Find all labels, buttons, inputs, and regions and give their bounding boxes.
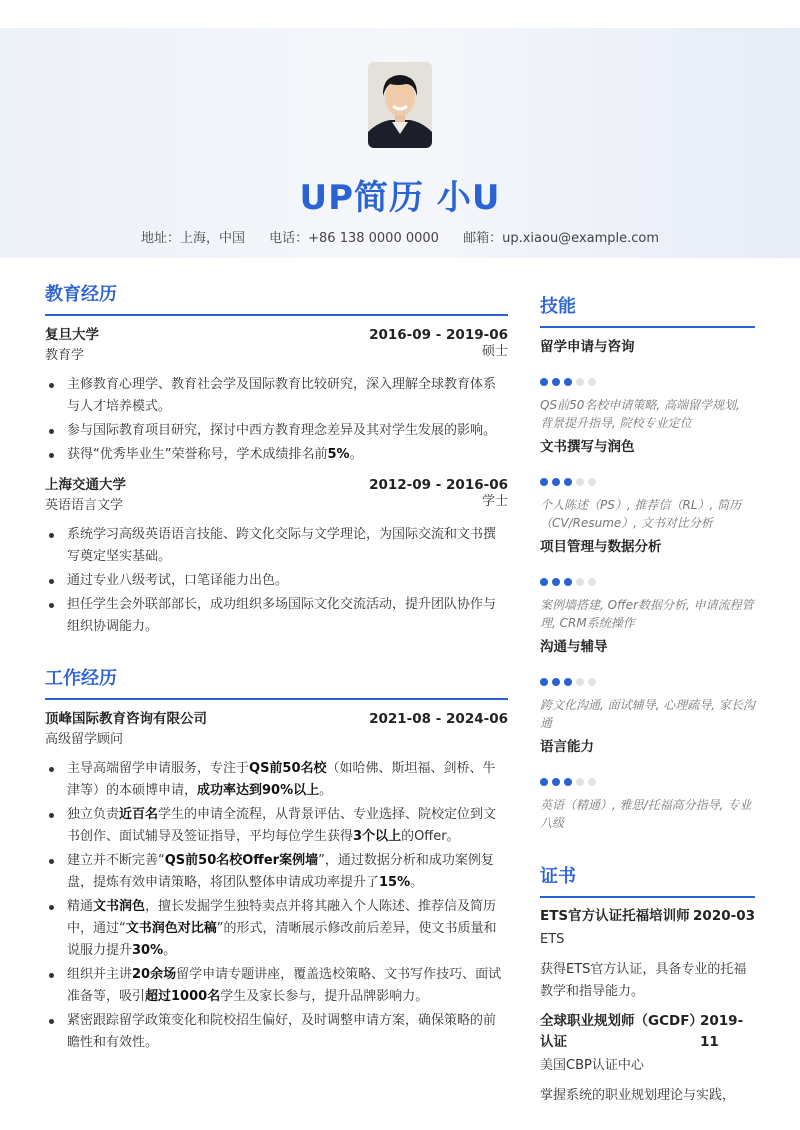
- bullet-item: [45, 374, 508, 418]
- entry-date: 2016-09 - 2019-06: [369, 327, 508, 343]
- cert-header: [540, 1011, 755, 1053]
- skill-description: 案例墙搭建, Offer数据分析, 申请流程管理, CRM系统操作: [540, 598, 754, 630]
- level-dot-empty: [576, 478, 584, 486]
- phone-label: 电话：: [269, 231, 309, 246]
- education-list: [45, 324, 508, 638]
- level-dot-filled: [564, 678, 572, 686]
- cert-date: 2019-11: [700, 1013, 744, 1050]
- bullet-text: 学生的申请全流程，从背景评估、专业选择、院校定位到文书创作、面试辅导及签证指导，平均每位学生获得: [67, 807, 497, 844]
- entry-subheader: [45, 730, 508, 750]
- bullet-text: 留学申请专题讲座，覆盖选校策略、文书写作技巧、面试准备等，吸引: [67, 967, 502, 1004]
- level-dot-empty: [588, 478, 596, 486]
- contact-phone: [269, 231, 439, 246]
- bullet-highlight: 超过1000名: [145, 989, 221, 1004]
- bullet-text: 系统学习高级英语语言技能、跨文化交际与文学理论，为国际交流和文书撰写奠定坚实基础。: [67, 527, 497, 564]
- bullet-text: 通过专业八级考试，口笔译能力出色。: [67, 573, 289, 588]
- bullet-item: [45, 1010, 508, 1054]
- level-dot-empty: [576, 378, 584, 386]
- candidate-name: UP简历 小U: [299, 178, 501, 218]
- phone-value: +86 138 0000 0000: [308, 231, 439, 246]
- level-dot-filled: [552, 578, 560, 586]
- bullet-highlight: QS前50名校Offer案例墙: [164, 853, 319, 868]
- level-dot-empty: [576, 678, 584, 686]
- cert-description: 掌握系统的职业规划理论与实践，: [540, 1088, 736, 1103]
- bullet-text: 。: [319, 783, 333, 798]
- level-dot-empty: [588, 378, 596, 386]
- entry-subheader: [45, 346, 508, 366]
- bullet-text: 。: [349, 447, 363, 462]
- entry-subheader: [45, 496, 508, 516]
- cert-issuer: 美国CBP认证中心: [540, 1058, 644, 1073]
- level-dot-filled: [540, 478, 548, 486]
- bullet-item: [45, 964, 508, 1008]
- bullet-item: [45, 804, 508, 848]
- level-dot-empty: [576, 578, 584, 586]
- main-column: [45, 280, 508, 1062]
- level-dot-filled: [552, 378, 560, 386]
- degree: 硕士: [481, 344, 508, 359]
- bullet-text: 获得“优秀毕业生”荣誉称号，学术成绩排名前: [67, 447, 328, 462]
- bullet-highlight: QS前50名校: [249, 761, 327, 776]
- bullet-item: [45, 896, 508, 962]
- bullet-highlight: 文书润色对比稿: [125, 921, 217, 936]
- skill-item: [540, 636, 755, 732]
- bullet-item: [45, 758, 508, 802]
- level-dot-empty: [576, 778, 584, 786]
- skills-list: [540, 336, 755, 832]
- bullet-item: [45, 524, 508, 568]
- entry-header: [45, 474, 508, 496]
- certs-section: [540, 862, 755, 1107]
- bullet-highlight: 20余场: [132, 967, 177, 982]
- cert-name: ETS官方认证托福培训师: [540, 908, 690, 924]
- cert-description: 获得ETS官方认证，具备专业的托福教学和指导能力。: [540, 962, 747, 999]
- bullet-highlight: 近百名: [119, 807, 159, 822]
- school-name: 上海交通大学: [45, 477, 126, 493]
- work-section: [45, 664, 508, 1054]
- cert-name: 全球职业规划师（GCDF）认证: [540, 1013, 697, 1050]
- skill-level-dots: [540, 578, 755, 586]
- cert-header: [540, 906, 755, 927]
- bullet-text: 的Offer。: [401, 829, 460, 844]
- bullet-text: 独立负责: [67, 807, 120, 822]
- bullet-list: [45, 524, 508, 638]
- skills-title: 技能: [540, 292, 755, 328]
- bullet-text: 学生及家长参与，提升品牌影响力。: [220, 989, 429, 1004]
- level-dot-filled: [564, 778, 572, 786]
- major-name: 教育学: [45, 348, 85, 363]
- work-title: 工作经历: [45, 664, 508, 700]
- skill-level-dots: [540, 378, 755, 386]
- cert-item: [540, 1011, 755, 1107]
- major-name: 英语语言文学: [45, 498, 124, 513]
- cert-item: [540, 906, 755, 1003]
- level-dot-filled: [552, 678, 560, 686]
- degree: 学士: [481, 494, 508, 509]
- bullet-text: （如哈佛、斯坦福、剑桥、牛津等）的本硕博申请，: [67, 761, 496, 798]
- bullet-highlight: 成功率达到90%以上: [197, 783, 320, 798]
- bullet-highlight: 30%: [132, 943, 164, 958]
- skill-name: 留学申请与咨询: [540, 339, 635, 355]
- level-dot-filled: [564, 478, 572, 486]
- avatar: [368, 62, 432, 148]
- work-list: [45, 708, 508, 1054]
- bullet-item: [45, 570, 508, 592]
- bullet-text: 组织并主讲: [67, 967, 133, 982]
- bullet-highlight: 3个以上: [353, 829, 402, 844]
- entry-date: 2021-08 - 2024-06: [369, 711, 508, 727]
- bullet-text: ”，通过数据分析和成功案例复盘，提炼有效申请策略，将团队整体申请成功率提升了: [67, 853, 494, 890]
- education-title: 教育经历: [45, 280, 508, 316]
- skill-level-dots: [540, 678, 755, 686]
- entry-header: [45, 324, 508, 346]
- level-dot-empty: [588, 678, 596, 686]
- bullet-text: 参与国际教育项目研究，探讨中西方教育理念差异及其对学生发展的影响。: [67, 423, 497, 438]
- skill-name: 沟通与辅导: [540, 639, 608, 655]
- contact-email: [463, 231, 659, 246]
- skill-description: QS前50名校申请策略, 高端留学规划, 背景提升指导, 院校专业定位: [540, 398, 740, 430]
- bullet-text: 。: [163, 943, 177, 958]
- level-dot-empty: [588, 778, 596, 786]
- bullet-text: 主导高端留学申请服务，专注于: [67, 761, 250, 776]
- bullet-text: 主修教育心理学、教育社会学及国际教育比较研究，深入理解全球教育体系与人才培养模式。: [67, 377, 497, 414]
- cert-issuer: ETS: [540, 932, 565, 947]
- resume-header: [0, 28, 800, 258]
- skill-description: 跨文化沟通, 面试辅导, 心理疏导, 家长沟通: [540, 698, 755, 730]
- skill-level-dots: [540, 778, 755, 786]
- entry-header: [45, 708, 508, 730]
- level-dot-filled: [564, 578, 572, 586]
- address-value: 上海，中国: [179, 231, 245, 246]
- cert-date: 2020-03: [693, 908, 755, 924]
- skills-section: [540, 292, 755, 832]
- certs-list: [540, 906, 755, 1107]
- level-dot-filled: [564, 378, 572, 386]
- skill-level-dots: [540, 478, 755, 486]
- education-entry: [45, 474, 508, 638]
- skill-item: [540, 436, 755, 532]
- side-column: [540, 292, 755, 1115]
- skill-name: 文书撰写与润色: [540, 439, 635, 455]
- work-entry: [45, 708, 508, 1054]
- bullet-highlight: 5%: [327, 447, 350, 462]
- education-entry: [45, 324, 508, 466]
- bullet-text: 担任学生会外联部部长，成功组织多场国际文化交流活动，提升团队协作与组织协调能力。: [67, 597, 497, 634]
- education-section: [45, 280, 508, 638]
- entry-date: 2012-09 - 2016-06: [369, 477, 508, 493]
- level-dot-filled: [540, 378, 548, 386]
- contact-line: [0, 227, 800, 246]
- address-label: 地址：: [140, 231, 180, 246]
- job-title: 高级留学顾问: [45, 732, 124, 747]
- bullet-text: ”的形式，清晰展示修改前后差异，使文书质量和说服力提升: [67, 921, 497, 958]
- level-dot-filled: [540, 578, 548, 586]
- bullet-text: ，擅长发掘学生独特卖点并将其融入个人陈述、推荐信及简历中，通过“: [67, 899, 497, 936]
- bullet-item: [45, 444, 508, 466]
- bullet-item: [45, 420, 508, 442]
- bullet-list: [45, 758, 508, 1054]
- bullet-item: [45, 850, 508, 894]
- bullet-highlight: 15%: [379, 875, 411, 890]
- skill-description: 个人陈述（PS）, 推荐信（RL）, 简历（CV/Resume）, 文书对比分析: [540, 498, 742, 530]
- level-dot-filled: [552, 778, 560, 786]
- skill-item: [540, 536, 755, 632]
- bullet-text: 建立并不断完善“: [67, 853, 165, 868]
- skill-name: 语言能力: [540, 739, 594, 755]
- level-dot-filled: [540, 778, 548, 786]
- company-name: 顶峰国际教育咨询有限公司: [45, 711, 207, 727]
- skill-item: [540, 736, 755, 832]
- level-dot-filled: [552, 478, 560, 486]
- level-dot-filled: [540, 678, 548, 686]
- contact-address: [141, 231, 245, 246]
- level-dot-empty: [588, 578, 596, 586]
- school-name: 复旦大学: [45, 327, 99, 343]
- email-label: 邮箱：: [463, 231, 503, 246]
- bullet-item: [45, 594, 508, 638]
- bullet-text: 。: [410, 875, 424, 890]
- bullet-list: [45, 374, 508, 466]
- bullet-text: 精通: [67, 899, 94, 914]
- skill-item: [540, 336, 755, 432]
- bullet-text: 紧密跟踪留学政策变化和院校招生偏好，及时调整申请方案，确保策略的前瞻性和有效性。: [67, 1013, 497, 1050]
- bullet-highlight: 文书润色: [93, 899, 146, 914]
- email-value: up.xiaou@example.com: [502, 231, 660, 246]
- skill-name: 项目管理与数据分析: [540, 539, 662, 555]
- skill-description: 英语（精通）, 雅思/托福高分指导, 专业八级: [540, 798, 752, 830]
- certs-title: 证书: [540, 862, 755, 898]
